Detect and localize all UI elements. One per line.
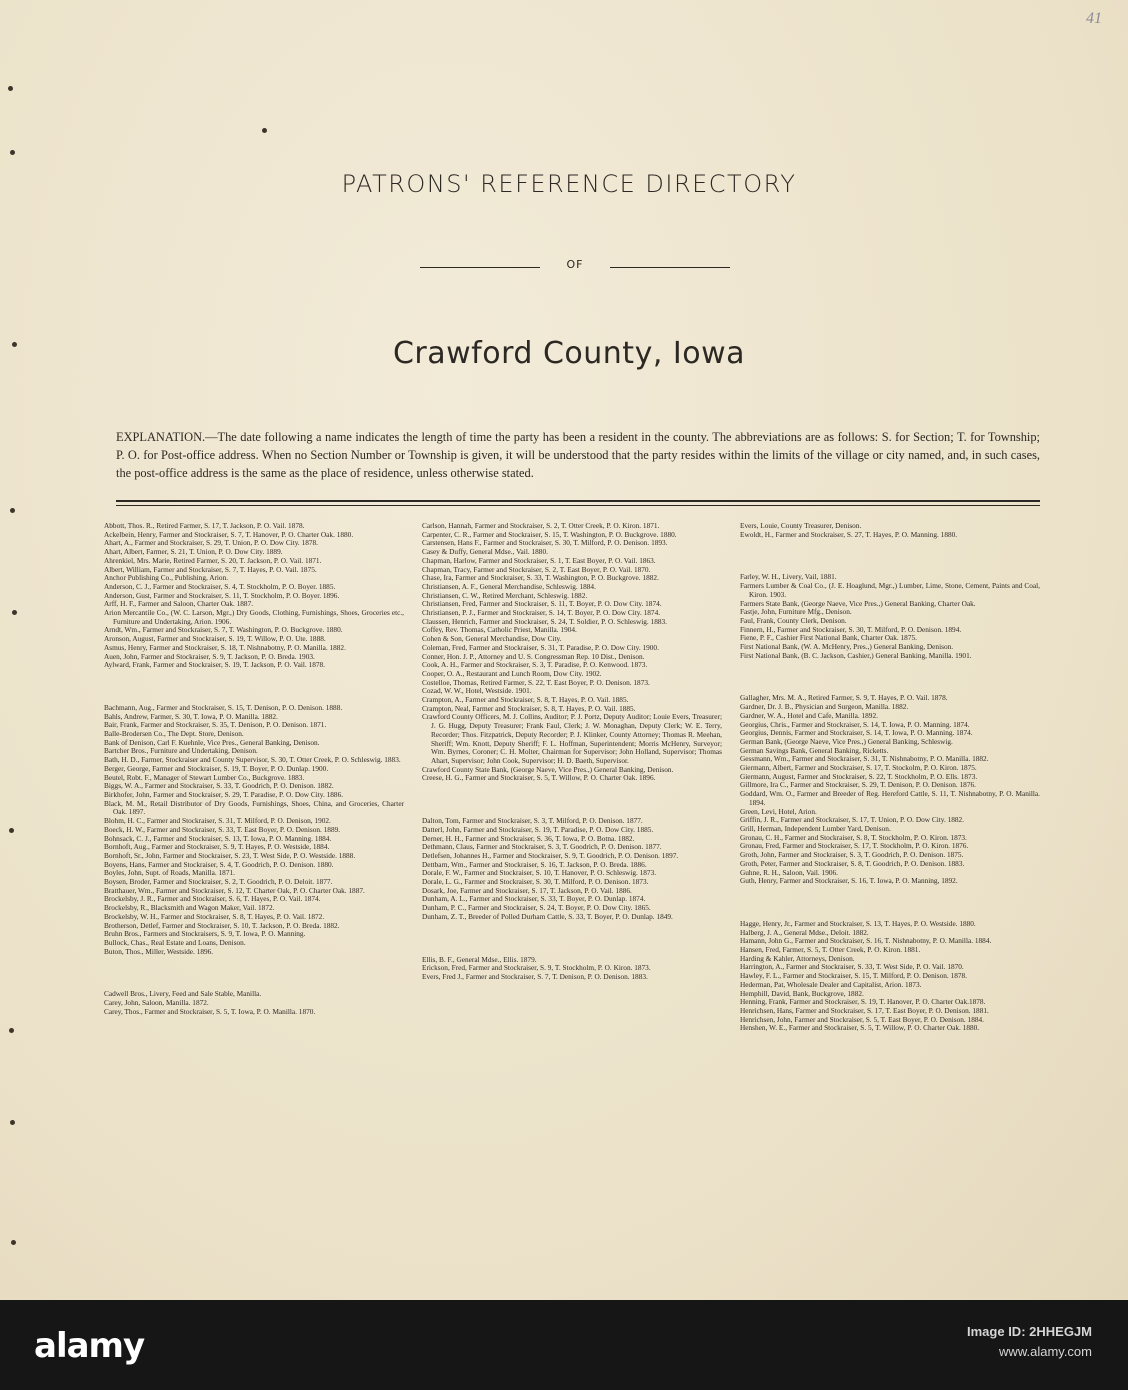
directory-entry: Albert, William, Farmer and Stockraiser, S. 7, T. Hayes, P. O. Vail. 1875. bbox=[104, 564, 317, 574]
directory-entry: Gillmore, Ira C., Farmer and Stockraiser, S. 29, T. Denison, P. O. Denison. 1876. bbox=[740, 780, 976, 790]
directory-entry: Dethmann, Claus, Farmer and Stockraiser, S. 3, T. Goodrich, P. O. Denison. 1877. bbox=[422, 842, 662, 852]
directory-entry: Guth, Henry, Farmer and Stockraiser, S. 16, T. Iowa, P. O. Manning, 1892. bbox=[740, 876, 958, 886]
directory-entry: Aronson, August, Farmer and Stockraiser, S. 19, T. Willow, P. O. Ute. 1888. bbox=[104, 634, 326, 644]
letter-group-gap bbox=[422, 922, 722, 956]
directory-entry: Anchor Publishing Co., Publishing, Arion. bbox=[104, 573, 229, 583]
directory-entry: Conner, Hon. J. P., Attorney and U. S. Congressman Rep. 10 Dist., Denison. bbox=[422, 651, 645, 661]
directory-entry: Bornhoft, Aug., Farmer and Stockraiser, S. 9, T. Hayes, P. O. Westside, 1884. bbox=[104, 842, 330, 852]
directory-entry: Crampton, Neal, Farmer and Stockraiser, S. 8, T. Hayes, P. O. Vail. 1885. bbox=[422, 703, 636, 713]
directory-title: PATRONS' REFERENCE DIRECTORY bbox=[341, 170, 797, 198]
directory-entry: Bruhn Bros., Farmers and Stockraisers, S. 9, T. Iowa, P. O. Manning. bbox=[104, 929, 306, 939]
directory-entry: Blohm, H. C., Farmer and Stockraiser, S. 31, T. Milford, P. O. Denison, 1902. bbox=[104, 816, 331, 826]
directory-entry: Auen, John, Farmer and Stockraiser, S. 9, T. Jackson, P. O. Breda. 1903. bbox=[104, 651, 315, 661]
directory-entry: Cozad, W. W., Hotel, Westside. 1901. bbox=[422, 686, 532, 696]
directory-entry: Chapman, Harlow, Farmer and Stockraiser, S. 1, T. East Boyer, P. O. Vail. 1863. bbox=[422, 555, 656, 565]
directory-entry: Ewoldt, H., Farmer and Stockraiser, S. 27, T. Hayes, P. O. Manning. 1880. bbox=[740, 529, 958, 539]
directory-column-2 bbox=[422, 522, 722, 982]
directory-entry: Claussen, Henrich, Farmer and Stockraiser, S. 24, T. Soldier, P. O. Schleswig. 1883. bbox=[422, 616, 667, 626]
directory-entry: Detlefsen, Johannes H., Farmer and Stockraiser, S. 9, T. Goodrich, P. O. Denison. 1897. bbox=[422, 850, 679, 860]
directory-entry: Christiansen, A. F., General Merchandise, Schleswig. 1884. bbox=[422, 581, 596, 591]
letter-group-gap bbox=[740, 886, 1040, 920]
of-divider bbox=[420, 258, 730, 276]
directory-entry: Birkhofer, John, Farmer and Stockraiser, S. 29, T. Paradise, P. O. Dow City. 1886. bbox=[104, 789, 344, 799]
directory-entry: Guhne, R. H., Saloon, Vail. 1906. bbox=[740, 867, 838, 877]
directory-entry: Boyens, Hans, Farmer and Stockraiser, S. 4, T. Goodrich, P. O. Denison. 1880. bbox=[104, 859, 334, 869]
directory-entry: Fastje, John, Furniture Mfg., Denison. bbox=[740, 607, 852, 617]
letter-group-gap bbox=[104, 670, 404, 704]
directory-entry: German Savings Bank, General Banking, Ricketts. bbox=[740, 745, 889, 755]
directory-entry: Gessmann, Wm., Farmer and Stockraiser, S. 31, T. Nishnabotny, P. O. Manilla. 1882. bbox=[740, 754, 989, 764]
section-rule-thin bbox=[116, 505, 1040, 506]
directory-entry: Coleman, Fred, Farmer and Stockraiser, S. 31, T. Paradise, P. O. Dow City. 1900. bbox=[422, 642, 659, 652]
directory-entry: Boyles, John, Supt. of Roads, Manilla. 1871. bbox=[104, 868, 235, 878]
directory-entry: Casey & Duffy, General Mdse., Vail. 1880. bbox=[422, 547, 548, 557]
directory-entry: Evers, Fred J., Farmer and Stockraiser, S. 7, T. Denison, P. O. Denison. 1883. bbox=[422, 971, 648, 981]
directory-entry: Chase, Ira, Farmer and Stockraiser, S. 33, T. Washington, P. O. Buckgrove. 1882. bbox=[422, 573, 659, 583]
directory-entry: Boeck, H. W., Farmer and Stockraiser, S. 33, T. East Boyer, P. O. Denison. 1889. bbox=[104, 824, 341, 834]
directory-entry: Hawley, F. L., Farmer and Stockraiser, S. 15, T. Milford, P. O. Denison. 1878. bbox=[740, 971, 967, 981]
directory-entry: Asmus, Henry, Farmer and Stockraiser, S. 18, T. Nishnabotny, P. O. Manilla. 1882. bbox=[104, 642, 346, 652]
directory-entry: Farley, W. H., Livery, Vail, 1881. bbox=[740, 572, 837, 582]
directory-entry: Hagge, Henry, Jr., Farmer and Stockraiser, S. 13, T. Hayes, P. O. Westside. 1880. bbox=[740, 918, 976, 928]
directory-entry: Coffey, Rev. Thomas, Catholic Priest, Manilla. 1904. bbox=[422, 625, 577, 635]
directory-entry: Bair, Frank, Farmer and Stockraiser, S. 35, T. Denison, P. O. Denison. 1871. bbox=[104, 720, 327, 730]
image-id: Image ID: 2HHEGJM bbox=[967, 1324, 1092, 1339]
directory-entry: Cook, A. H., Farmer and Stockraiser, S. 3, T. Paradise, P. O. Kenwood. 1873. bbox=[422, 660, 648, 670]
directory-entry: Giermann, August, Farmer and Stockraiser, S. 22, T. Stockholm, P. O. Ells. 1873. bbox=[740, 771, 978, 781]
directory-entry: Aylward, Frank, Farmer and Stockraiser, S. 19, T. Jackson, P. O. Vail. 1878. bbox=[104, 660, 325, 670]
directory-entry: Crawford County Officers, M. J. Collins, Auditor; P. J. Portz, Deputy Auditor; Louie Evers, Treasurer; J. G. Hugg, Deputy Treasurer; Frank Faul, Clerk; J. W. Monaghan, Deputy Clerk; W. E. Terry, Recorder; Thos. Fitzpatrick, Deputy Recorder; P. J. Klinker, County Attorney; Thomas R. Meehan, Sheriff; Wm. Knott, Deputy Sheriff; F. L. Hoffman, Superintendent; Morris McHenry, Surveyor; Wm. Byrnes, Coroner; C. H. Molter, Chairman for Supervisor; John Holland, Supervisor; Thomas Ahart, Supervisor; John Cook, Supervisor; H. D. Baeth, Supervisor. bbox=[422, 712, 722, 765]
directory-column-1 bbox=[104, 522, 404, 1016]
letter-group-gap bbox=[422, 783, 722, 817]
directory-entry: Farmers Lumber & Coal Co., (J. E. Hoaglund, Mgr.,) Lumber, Lime, Stone, Cement, Paints and Coal, Kiron. 1903. bbox=[740, 581, 1040, 599]
directory-entry: Boysen, Broder, Farmer and Stockraiser, S. 2, T. Goodrich, P. O. Deloit. 1877. bbox=[104, 877, 333, 887]
directory-column-3 bbox=[740, 522, 1040, 1033]
directory-entry: Gronau, Fred, Farmer and Stockraiser, S. 17, T. Stockholm, P. O. Kiron. 1876. bbox=[740, 841, 969, 851]
directory-entry: Buton, Thos., Miller, Westside. 1896. bbox=[104, 946, 214, 956]
directory-entry: Bachmann, Aug., Farmer and Stockraiser, S. 15, T. Denison, P. O. Denison. 1888. bbox=[104, 702, 343, 712]
directory-entry: Goddard, Wm. O., Farmer and Breeder of Reg. Hereford Cattle, S. 11, T. Nishnabotny, P. O. Manilla. 1894. bbox=[740, 789, 1040, 807]
directory-entry: Berger, George, Farmer and Stockraiser, S. 19, T. Boyer, P. O. Dunlap. 1900. bbox=[104, 763, 329, 773]
directory-entry: Abbott, Thos. R., Retired Farmer, S. 17, T. Jackson, P. O. Vail. 1878. bbox=[104, 521, 305, 530]
directory-entry: Dorale, F. W., Farmer and Stockraiser, S. 10, T. Hanover, P. O. Schleswig. 1873. bbox=[422, 868, 657, 878]
directory-entry: Griffin, J. R., Farmer and Stockraiser, S. 17, T. Union, P. O. Dow City. 1882. bbox=[740, 815, 965, 825]
county-heading: Crawford County, Iowa bbox=[392, 336, 746, 371]
of-word: OF bbox=[566, 258, 584, 271]
directory-entry: Halberg, J. A., General Mdse., Deloit. 1882. bbox=[740, 927, 869, 937]
directory-entry: Henrichsen, Hans, Farmer and Stockraiser, S. 17, T. East Boyer, P. O. Denison. 1881. bbox=[740, 1005, 989, 1015]
directory-entry: Brockelsby, J. R., Farmer and Stockraiser, S. 6, T. Hayes, P. O. Vail. 1874. bbox=[104, 894, 321, 904]
alamy-logo: alamy bbox=[34, 1326, 145, 1366]
directory-entry: Georgius, Chris., Farmer and Stockraiser, S. 14, T. Iowa, P. O. Manning. 1874. bbox=[740, 719, 970, 729]
directory-entry: Arndt, Wm., Farmer and Stockraiser, S. 7, T. Washington, P. O. Buckgrove. 1880. bbox=[104, 625, 343, 635]
directory-entry: Balle-Brodersen Co., The Dept. Store, Denison. bbox=[104, 729, 244, 739]
directory-entry: Ahart, A., Farmer and Stockraiser, S. 29, T. Union, P. O. Dow City. 1878. bbox=[104, 538, 319, 548]
directory-entry: Christiansen, P. J., Farmer and Stockraiser, S. 14, T. Boyer, P. O. Dow City. 1874. bbox=[422, 608, 661, 618]
directory-entry: Bratthauer, Wm., Farmer and Stockraiser, S. 12, T. Charter Oak, P. O. Charter Oak. 1887. bbox=[104, 885, 365, 895]
letter-group-gap bbox=[740, 660, 1040, 694]
directory-entry: Costelloe, Thomas, Retired Farmer, S. 22, T. East Boyer, P. O. Denison. 1873. bbox=[422, 677, 650, 687]
directory-entry: Finnern, H., Farmer and Stockraiser, S. 30, T. Milford, P. O. Denison. 1894. bbox=[740, 624, 962, 634]
directory-entry: Carey, John, Saloon, Manilla. 1872. bbox=[104, 998, 209, 1008]
directory-entry: Hederman, Pat, Wholesale Dealer and Capitalist, Arion. 1873. bbox=[740, 979, 922, 989]
directory-entry: Ackelbein, Henry, Farmer and Stockraiser, S. 7, T. Hanover, P. O. Charter Oak. 1880. bbox=[104, 529, 354, 539]
site-url: www.alamy.com bbox=[999, 1344, 1092, 1359]
directory-entry: Chapman, Tracy, Farmer and Stockraiser, S. 2, T. East Boyer, P. O. Vail. 1870. bbox=[422, 564, 651, 574]
directory-entry: Brockelsby, W. H., Farmer and Stockraiser, S. 8, T. Hayes, P. O. Vail. 1872. bbox=[104, 911, 325, 921]
directory-entry: Creese, H. G., Farmer and Stockraiser, S. 5, T. Willow, P. O. Charter Oak. 1896. bbox=[422, 773, 656, 783]
directory-entry: Gronau, C. H., Farmer and Stockraiser, S. 8, T. Stockholm, P. O. Kiron. 1873. bbox=[740, 832, 967, 842]
directory-entry: Black, M. M., Retail Distributor of Dry Goods, Furnishings, Shoes, China, and Groceries, Charter Oak. 1897. bbox=[104, 798, 404, 817]
directory-entry: Dunham, P. C., Farmer and Stockraiser, S. 24, T. Boyer, P. O. Dow City. 1865. bbox=[422, 903, 651, 913]
directory-entry: Christiansen, C. W., Retired Merchant, Schleswig. 1882. bbox=[422, 590, 588, 600]
directory-entry: Bahls, Andrew, Farmer, S. 30, T. Iowa, P. O. Manilla. 1882. bbox=[104, 711, 278, 721]
stock-footer bbox=[0, 1300, 1128, 1390]
directory-entry: Bohnsack, C. J., Farmer and Stockraiser, S. 13, T. Iowa, P. O. Manning. 1884. bbox=[104, 833, 332, 843]
directory-entry: German Bank, (George Naeve, Vice Pres.,) General Banking, Schleswig. bbox=[740, 736, 953, 746]
directory-entry: Carey, Thos., Farmer and Stockraiser, S. 5, T. Iowa, P. O. Manilla. 1870. bbox=[104, 1006, 316, 1016]
directory-entry: Grill, Herman, Independent Lumber Yard, Denison. bbox=[740, 823, 891, 833]
directory-entry: Anderson, C. J., Farmer and Stockraiser, S. 4, T. Stockholm, P. O. Boyer. 1885. bbox=[104, 581, 336, 591]
directory-entry: Bornhoft, Sr., John, Farmer and Stockraiser, S. 23, T. West Side, P. O. Westside. 1888. bbox=[104, 850, 356, 860]
letter-group-gap bbox=[740, 539, 1040, 573]
directory-entry: Derner, H. H., Farmer and Stockraiser, S. 36, T. Iowa, P. O. Botna. 1882. bbox=[422, 833, 635, 843]
directory-entry: Bath, H. D., Farmer, Stockraiser and County Supervisor, S. 30, T. Otter Creek, P. O. Schleswig. 1883. bbox=[104, 755, 401, 765]
directory-entry: Carpenter, C. R., Farmer and Stockraiser, S. 15, T. Washington, P. O. Buckgrove. 1880. bbox=[422, 529, 677, 539]
directory-entry: Groth, Peter, Farmer and Stockraiser, S. 8, T. Goodrich, P. O. Denison. 1883. bbox=[740, 858, 965, 868]
directory-entry: Crawford County State Bank, (George Naeve, Vice Pres.,) General Banking, Denison. bbox=[422, 764, 674, 774]
directory-entry: Green, Levi, Hotel, Arion. bbox=[740, 806, 817, 816]
directory-entry: Dalton, Tom, Farmer and Stockraiser, S. 3, T. Milford, P. O. Denison. 1877. bbox=[422, 816, 643, 826]
directory-entry: Christiansen, Fred, Farmer and Stockraiser, S. 11, T. Boyer, P. O. Dow City. 1874. bbox=[422, 599, 662, 609]
directory-entry: Cooper, O. A., Restaurant and Lunch Room, Dow City. 1902. bbox=[422, 668, 602, 678]
directory-entry: Giermann, Albert, Farmer and Stockraiser, S. 17, T. Stockolm, P. O. Kiron. 1875. bbox=[740, 763, 977, 773]
directory-entry: Carstensen, Hans F., Farmer and Stockraiser, S. 30, T. Milford, P. O. Denison. 1893. bbox=[422, 538, 668, 548]
directory-entry: Faul, Frank, County Clerk, Denison. bbox=[740, 615, 847, 625]
page-number: 41 bbox=[1086, 10, 1102, 27]
directory-entry: Dosark, Joe, Farmer and Stockraiser, S. 17, T. Jackson, P. O. Vail. 1886. bbox=[422, 885, 632, 895]
directory-entry: Dunham, Z. T., Breeder of Polled Durham Cattle, S. 33, T. Boyer, P. O. Dunlap. 1849. bbox=[422, 911, 673, 921]
directory-entry: Bank of Denison, Carl F. Kuehnle, Vice Pres., General Banking, Denison. bbox=[104, 737, 320, 747]
directory-entry: Brotherson, Detlef, Farmer and Stockraiser, S. 10, T. Jackson, P. O. Breda. 1882. bbox=[104, 920, 340, 930]
directory-entry: Dunham, A. L., Farmer and Stockraiser, S. 33, T. Boyer, P. O. Dunlap. 1874. bbox=[422, 894, 646, 904]
directory-entry: Gallagher, Mrs. M. A., Retired Farmer, S. 9, T. Hayes, P. O. Vail. 1878. bbox=[740, 693, 948, 703]
directory-entry: Dorale, L. G., Farmer and Stockraiser, S. 30, T. Milford, P. O. Denison. 1873. bbox=[422, 877, 649, 887]
directory-entry: Anderson, Gust, Farmer and Stockraiser, S. 11, T. Stockholm, P. O. Boyer. 1896. bbox=[104, 590, 340, 600]
directory-entry: Gardner, Dr. J. B., Physician and Surgeon, Manilla. 1882. bbox=[740, 702, 909, 712]
directory-entry: Arion Mercantile Co., (W. C. Larson, Mgr.,) Dry Goods, Clothing, Furnishings, Shoes, Groceries etc., Furniture and Undertaking, Arion. 1906. bbox=[104, 608, 404, 626]
directory-entry: Brockelsby, R., Blacksmith and Wagon Maker, Vail. 1872. bbox=[104, 903, 275, 913]
directory-entry: Groth, John, Farmer and Stockraiser, S. 3, T. Goodrich, P. O. Denison. 1875. bbox=[740, 850, 964, 860]
directory-entry: Carlson, Hannah, Farmer and Stockraiser, S. 2, T. Otter Creek, P. O. Kiron. 1871. bbox=[422, 521, 660, 530]
section-rule bbox=[116, 500, 1040, 502]
directory-entry: Hemphill, David, Bank, Buckgrove, 1882. bbox=[740, 988, 864, 998]
directory-entry: Georgius, Dennis, Farmer and Stockraiser, S. 14, T. Iowa, P. O. Manning. 1874. bbox=[740, 728, 973, 738]
directory-entry: Datterl, John, Farmer and Stockraiser, S. 19, T. Paradise, P. O. Dow City. 1885. bbox=[422, 824, 654, 834]
directory-entry: Henrichsen, John, Farmer and Stockraiser, S. 5, T. East Boyer, P. O. Denison. 1884. bbox=[740, 1014, 984, 1024]
directory-entry: Hansen, Fred, Farmer, S. 5, T. Otter Creek, P. O. Kiron. 1881. bbox=[740, 945, 921, 955]
directory-entry: Dettbarn, Wm., Farmer and Stockraiser, S. 16, T. Jackson, P. O. Breda. 1886. bbox=[422, 859, 647, 869]
image-meta bbox=[967, 1322, 1092, 1362]
directory-entry: Gardner, W. A., Hotel and Cafe, Manilla. 1892. bbox=[740, 710, 878, 720]
directory-entry: Evers, Louie, County Treasurer, Denison. bbox=[740, 521, 862, 530]
directory-entry: Biggs, W. A., Farmer and Stockraiser, S. 33, T. Goodrich, P. O. Denison. 1882. bbox=[104, 781, 334, 791]
directory-entry: Crampton, A., Farmer and Stockraiser, S. 8, T. Hayes, P. O. Vail. 1885. bbox=[422, 695, 629, 705]
directory-entry: Farmers State Bank, (George Naeve, Vice Pres.,) General Banking, Charter Oak. bbox=[740, 598, 976, 608]
directory-entry: Ahrenkiel, Mrs. Marie, Retired Farmer, S. 20, T. Jackson, P. O. Vail. 1871. bbox=[104, 555, 322, 565]
directory-entry: Bartcher Bros., Furniture and Undertaking, Denison. bbox=[104, 746, 258, 756]
directory-entry: First National Bank, (W. A. McHenry, Pres.,) General Banking, Denison. bbox=[740, 642, 954, 652]
directory-entry: Cohen & Son, General Merchandise, Dow City. bbox=[422, 634, 562, 644]
directory-entry: Erickson, Fred, Farmer and Stockraiser, S. 9, T. Stockholm, P. O. Kiron. 1873. bbox=[422, 963, 651, 973]
directory-entry: Ahart, Albert, Farmer, S. 21, T. Union, P. O. Dow City. 1889. bbox=[104, 547, 283, 557]
directory-entry: Hamann, John G., Farmer and Stockraiser, S. 16, T. Nishnabotny, P. O. Manilla. 1884. bbox=[740, 936, 992, 946]
directory-entry: Beutel, Robt. F., Manager of Stewart Lumber Co., Buckgrove. 1883. bbox=[104, 772, 305, 782]
directory-entry: Henshen, W. E., Farmer and Stockraiser, S. 5, T. Willow, P. O. Charter Oak. 1880. bbox=[740, 1023, 980, 1033]
explanation-paragraph: EXPLANATION.—The date following a name indicates the length of time the party has been a resident in the county. The abbreviations are as follows: S. for Section; T. for Township; P. O. for Post-office address. When no Section Number or Township is given, it will be understood that the party resides within the limits of the village or city named, and, in such cases, the post-office address is the same as the place of residence, unless otherwise stated. bbox=[116, 430, 1040, 480]
directory-entry: Ellis, B. F., General Mdse., Ellis. 1879. bbox=[422, 954, 537, 964]
directory-entry: Henning, Frank, Farmer and Stockraiser, S. 19, T. Hanover, P. O. Charter Oak.1878. bbox=[740, 997, 986, 1007]
directory-entry: Harrington, A., Farmer and Stockraiser, S. 33, T. West Side, P. O. Vail. 1870. bbox=[740, 962, 964, 972]
directory-entry: First National Bank, (B. C. Jackson, Cashier,) General Banking, Manilla. 1901. bbox=[740, 650, 972, 660]
directory-entry: Fiene, P. F., Cashier First National Bank, Charter Oak. 1875. bbox=[740, 633, 917, 643]
directory-entry: Harding & Kahler, Attorneys, Denison. bbox=[740, 953, 855, 963]
letter-group-gap bbox=[104, 956, 404, 990]
directory-entry: Cadwell Bros., Livery, Feed and Sale Stable, Manilla. bbox=[104, 989, 262, 999]
directory-entry: Arff, H. F., Farmer and Saloon, Charter Oak. 1887. bbox=[104, 599, 254, 609]
directory-entry: Bullock, Chas., Real Estate and Loans, Denison. bbox=[104, 937, 246, 947]
